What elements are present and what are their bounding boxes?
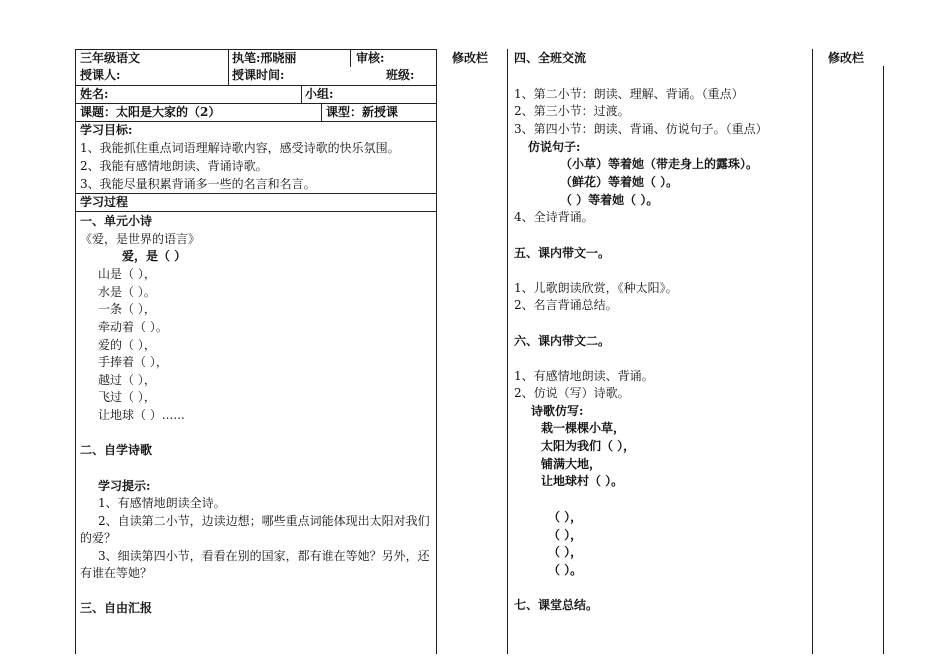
reading-item: 1、儿歌朗读欣赏，《种太阳》。 — [514, 281, 678, 295]
imitate-heading: 仿说句子: — [528, 140, 581, 154]
poem-line: 一条（ ）， — [98, 302, 156, 316]
exchange-item: 3、第四小节：朗读、背诵、仿说句子。（重点） — [514, 122, 768, 136]
exchange-item: 4、全诗背诵。 — [514, 210, 594, 224]
lecture-time-label: 授课时间: — [232, 68, 285, 82]
blank-line: （ ）， — [548, 510, 583, 524]
reading2-item: 2、仿说（写）诗歌。 — [514, 386, 630, 400]
blank-line: （ ）， — [548, 528, 583, 542]
class-label: 班级: — [386, 68, 415, 82]
col-line-author — [228, 49, 229, 85]
reviewer: 审核: — [356, 51, 385, 65]
imitate-poem-line: 栽一棵棵小草， — [541, 421, 626, 435]
poem-line: 让地球（ ）...... — [98, 408, 185, 422]
revision-col-right-border — [507, 49, 508, 654]
lesson-type: 课型：新授课 — [326, 105, 399, 119]
section-4-heading: 四、全班交流 — [514, 51, 587, 65]
objective-item: 1、我能抓住重点词语理解诗歌内容，感受诗歌的快乐氛围。 — [80, 141, 400, 155]
imitate-sentence: （鲜花）等着她（ ）。 — [560, 175, 679, 189]
topic: 课题：太阳是大家的（2） — [80, 105, 221, 119]
section-2-heading: 二、自学诗歌 — [80, 443, 153, 457]
poem-imitate-heading: 诗歌仿写: — [531, 404, 584, 418]
exchange-item: 1、第二小节：朗读、理解、背诵。（重点） — [514, 87, 744, 101]
col-line-group — [301, 85, 302, 103]
tips-heading: 学习提示: — [98, 479, 151, 493]
poem-line: 飞过（ ）， — [98, 390, 156, 404]
poem-line: 山是（ ）， — [98, 267, 156, 281]
poem-lead: 爱，是（ ） — [122, 249, 187, 263]
lecturer-label: 授课人: — [80, 68, 121, 82]
grade-subject: 三年级语文 — [80, 51, 141, 65]
tip-item: 2、自读第二小节，边读边想；哪些重点词能体现出太阳对我们的爱？ — [80, 514, 430, 545]
right-col-divider — [812, 49, 813, 654]
section-5-heading: 五、课内带文一。 — [514, 246, 611, 260]
reading2-item: 1、有感情地朗读、背诵。 — [514, 369, 654, 383]
imitate-sentence: （ ）等着她（ ）。 — [560, 193, 659, 207]
poem-title: 《爱，是世界的语言》 — [80, 232, 201, 246]
col-line-reviewer — [350, 49, 351, 67]
section-6-heading: 六、课内带文二。 — [514, 334, 611, 348]
objective-item: 3、我能尽量积累背诵多一些的名言和名言。 — [80, 177, 316, 191]
name-label: 姓名: — [80, 87, 109, 101]
revision-column-header: 修改栏 — [452, 51, 489, 65]
tip-item: 1、有感情地朗读全诗。 — [98, 496, 226, 510]
poem-line: 越过（ ）， — [98, 373, 156, 387]
reading-item: 2、名言背诵总结。 — [514, 298, 618, 312]
row-line-process — [75, 193, 437, 194]
row-line-name — [75, 85, 437, 86]
section-1-heading: 一、单元小诗 — [80, 214, 153, 228]
objectives-heading: 学习目标: — [80, 123, 133, 137]
poem-line: 水是（ ）。 — [98, 285, 156, 299]
process-heading: 学习过程 — [80, 195, 129, 209]
tip-item: 3、细读第四小节，看看在别的国家，都有谁在等她？另外，还有谁在等她？ — [80, 549, 430, 580]
row-line-process-bottom — [75, 211, 437, 212]
poem-line: 牵动着（ ）。 — [98, 320, 168, 334]
blank-line: （ ）。 — [548, 563, 583, 577]
section-7-heading: 七、课堂总结。 — [514, 598, 599, 612]
col-line-lesson-type — [321, 103, 322, 121]
table-divider-left-right — [436, 49, 437, 654]
revision-column-header-right: 修改栏 — [828, 51, 865, 65]
imitate-poem-line: 让地球村（ ）。 — [541, 474, 624, 488]
table-left-border — [75, 49, 76, 654]
imitate-poem-line: 铺满大地， — [541, 457, 602, 471]
group-label: 小组: — [305, 87, 334, 101]
objective-item: 2、我能有感情地朗读、背诵诗歌。 — [80, 159, 268, 173]
section-3-heading: 三、自由汇报 — [80, 601, 153, 615]
author: 执笔:邢晓丽 — [232, 51, 297, 65]
poem-line: 爱的（ ）， — [98, 338, 156, 352]
imitate-sentence: （小草）等着她（带走身上的露珠）。 — [560, 157, 759, 171]
poem-line: 手捧着（ ）， — [98, 355, 168, 369]
right-revision-right-border — [883, 66, 884, 654]
blank-line: （ ）， — [548, 545, 583, 559]
imitate-poem-line: 太阳为我们（ ）， — [541, 439, 636, 453]
exchange-item: 2、第三小节：过渡。 — [514, 104, 630, 118]
